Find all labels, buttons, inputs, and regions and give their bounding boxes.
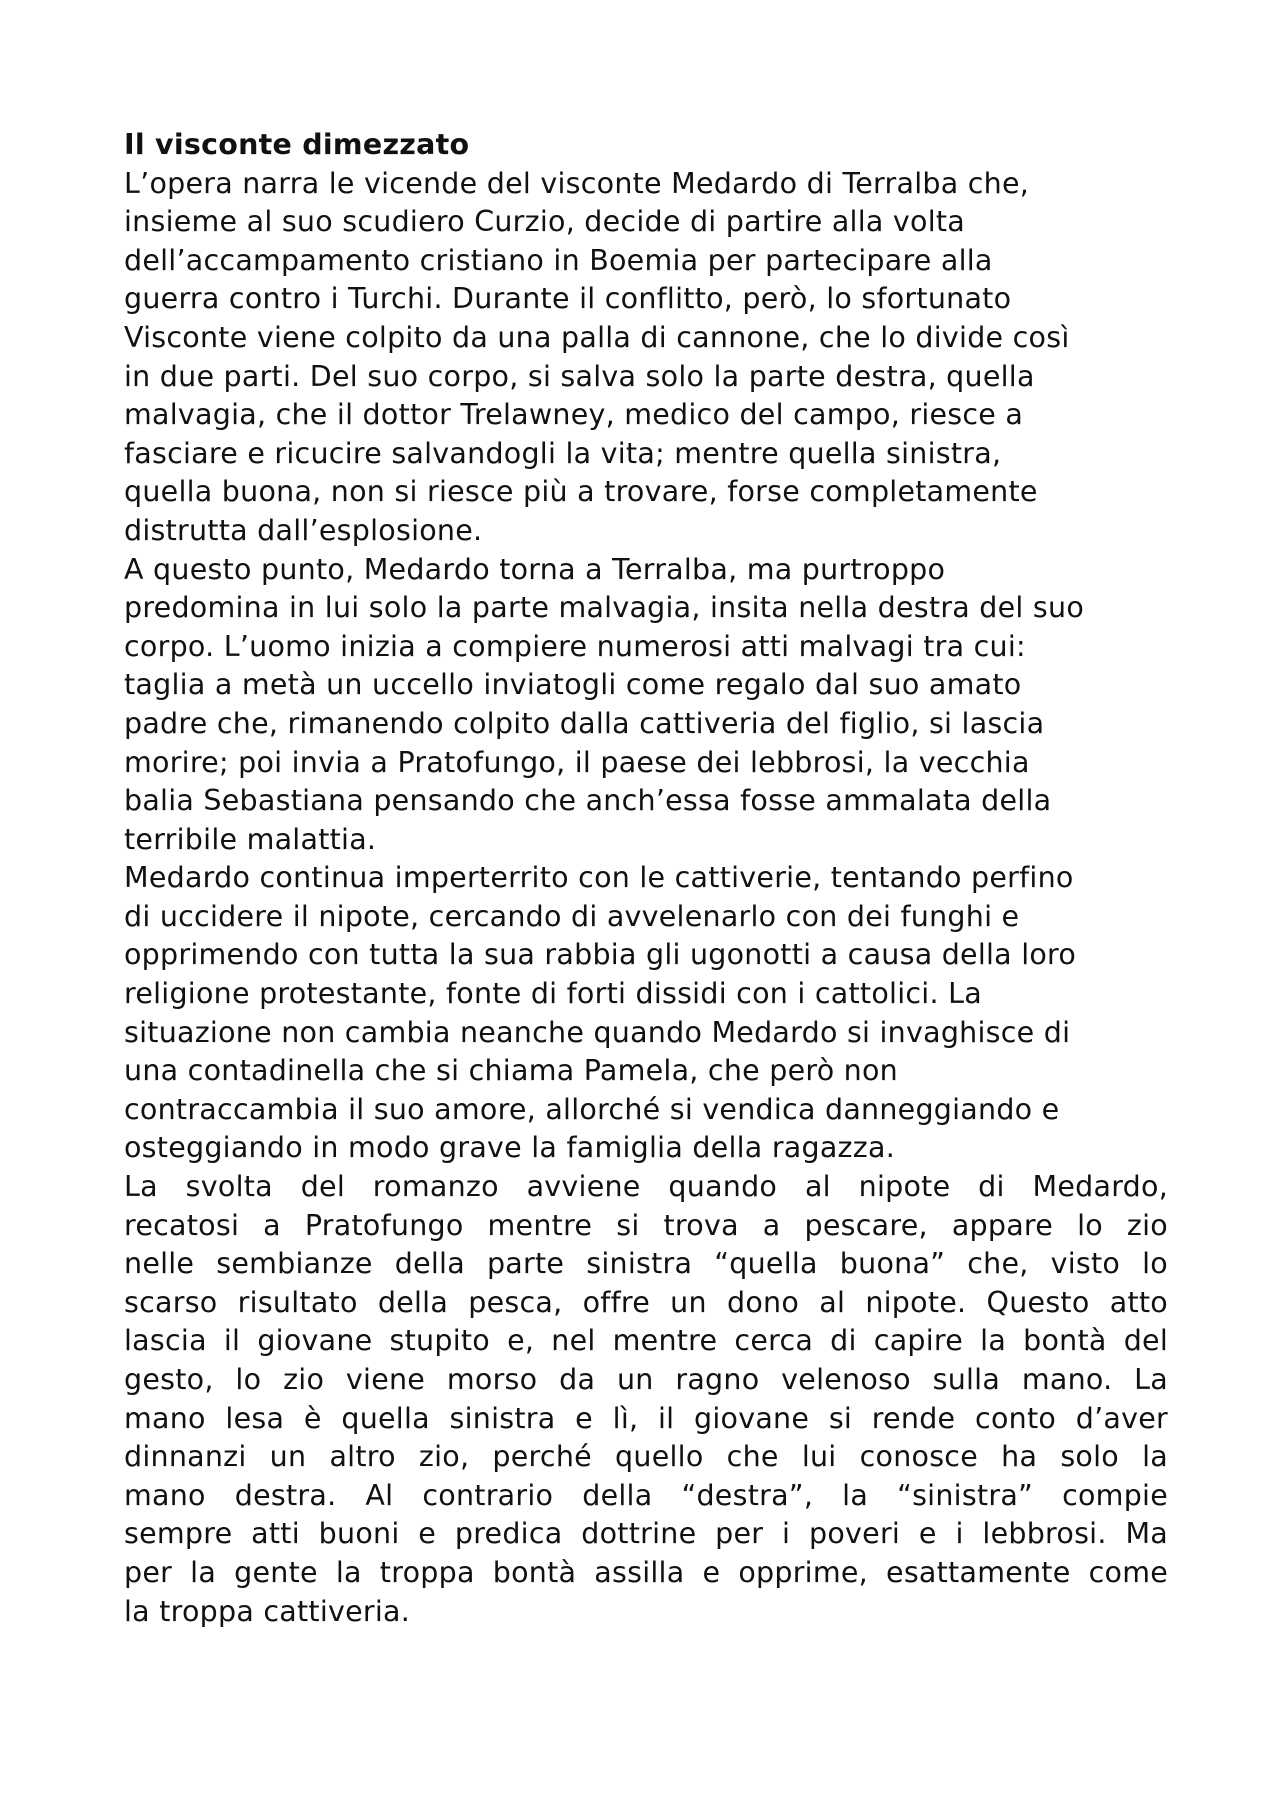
text-line: dell’accampamento cristiano in Boemia per partecipare alla (124, 243, 993, 277)
text-line: malvagia, che il dottor Trelawney, medico del campo, riesce a (124, 398, 1024, 432)
text-line: nelle sembianze della parte sinistra “quella buona” che, visto lo (124, 1247, 1168, 1281)
text-line: guerra contro i Turchi. Durante il conflitto, però, lo sfortunato (124, 282, 1012, 316)
text-line: recatosi a Pratofungo mentre si trova a pescare, appare lo zio (124, 1208, 1168, 1242)
document-body (124, 165, 1168, 1632)
text-line: contraccambia il suo amore, allorché si vendica danneggiando e (124, 1092, 1060, 1126)
text-line: quella buona, non si riesce più a trovare, forse completamente (124, 475, 1038, 509)
text-line: sempre atti buoni e predica dottrine per i poveri e i lebbrosi. Ma (124, 1517, 1168, 1551)
text-line: religione protestante, fonte di forti dissidi con i cattolici. La (124, 977, 982, 1011)
text-line: fasciare e ricucire salvandogli la vita; mentre quella sinistra, (124, 436, 1002, 470)
text-line: A questo punto, Medardo torna a Terralba, ma purtroppo (124, 552, 946, 586)
text-line: morire; poi invia a Pratofungo, il paese dei lebbrosi, la vecchia (124, 745, 1030, 779)
text-line: osteggiando in modo grave la famiglia della ragazza. (124, 1131, 896, 1165)
paragraph (124, 551, 1168, 860)
text-line: per la gente la troppa bontà assilla e opprime, esattamente come (124, 1555, 1168, 1589)
text-line: opprimendo con tutta la sua rabbia gli ugonotti a causa della loro (124, 938, 1077, 972)
text-line: corpo. L’uomo inizia a compiere numerosi atti malvagi tra cui: (124, 629, 1026, 663)
text-line: gesto, lo zio viene morso da un ragno velenoso sulla mano. La (124, 1363, 1168, 1396)
text-line: dinnanzi un altro zio, perché quello che lui conosce ha solo la (124, 1440, 1168, 1474)
text-line: distrutta dall’esplosione. (124, 513, 483, 547)
text-line: predomina in lui solo la parte malvagia, insita nella destra del suo (124, 591, 1085, 625)
text-line: Visconte viene colpito da una palla di cannone, che lo divide così (124, 320, 1070, 354)
text-line: terribile malattia. (124, 822, 377, 856)
text-line: in due parti. Del suo corpo, si salva solo la parte destra, quella (124, 359, 1035, 393)
text-line: La svolta del romanzo avviene quando al nipote di Medardo, (124, 1170, 1168, 1204)
text-line: la troppa cattiveria. (124, 1594, 411, 1628)
paragraph (124, 165, 1168, 551)
text-line: Medardo continua imperterrito con le cattiverie, tentando perfino (124, 861, 1074, 895)
paragraph (124, 1168, 1168, 1631)
document-page (124, 126, 1168, 1631)
text-line: mano lesa è quella sinistra e lì, il giovane si rende conto d’aver (124, 1401, 1168, 1435)
text-line: lascia il giovane stupito e, nel mentre cerca di capire la bontà del (124, 1324, 1168, 1358)
text-line: balia Sebastiana pensando che anch’essa fosse ammalata della (124, 784, 1052, 818)
text-line: taglia a metà un uccello inviatogli come regalo dal suo amato (124, 668, 1022, 702)
text-line: una contadinella che si chiama Pamela, che però non (124, 1054, 898, 1088)
document-title: Il visconte dimezzato (124, 128, 470, 161)
text-line: di uccidere il nipote, cercando di avvelenarlo con dei funghi e (124, 899, 1020, 933)
text-line: scarso risultato della pesca, offre un dono al nipote. Questo atto (124, 1285, 1168, 1319)
text-line: padre che, rimanendo colpito dalla cattiveria del figlio, si lascia (124, 706, 1045, 740)
text-line: mano destra. Al contrario della “destra”, la “sinistra” compie (124, 1478, 1168, 1512)
text-line: insieme al suo scudiero Curzio, decide di partire alla volta (124, 205, 966, 239)
text-line: L’opera narra le vicende del visconte Medardo di Terralba che, (124, 166, 1030, 200)
paragraph (124, 859, 1168, 1168)
text-line: situazione non cambia neanche quando Medardo si invaghisce di (124, 1015, 1071, 1049)
